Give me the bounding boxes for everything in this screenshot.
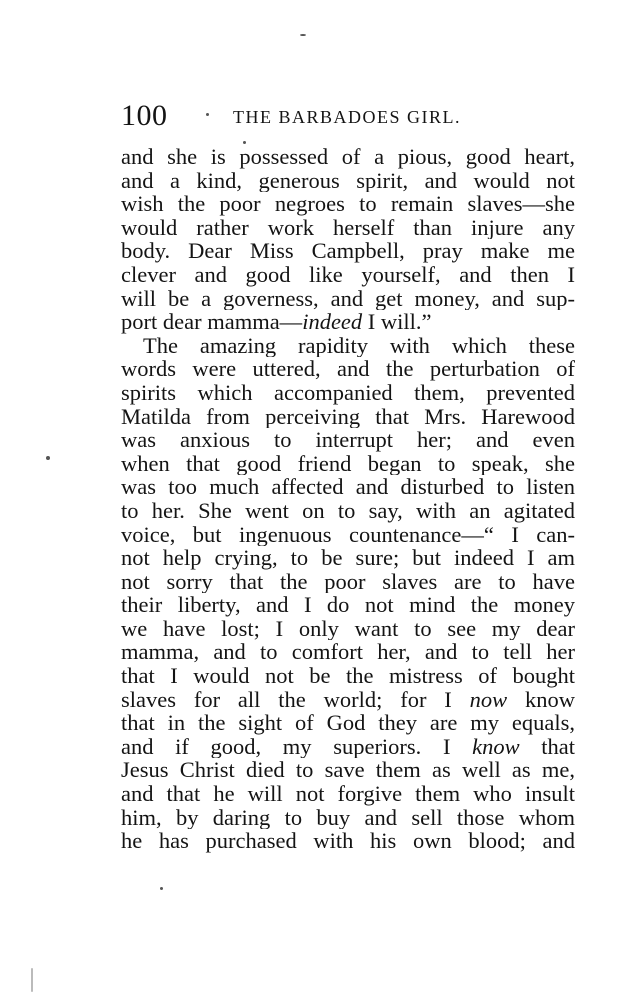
text-run: know — [507, 687, 575, 712]
italic-word: know — [472, 734, 520, 759]
text-line: and that he will not forgive them who insult — [121, 782, 575, 806]
text-line: wish the poor negroes to remain slaves—she — [121, 192, 575, 216]
italic-word: indeed — [302, 310, 363, 334]
text-line: that I would not be the mistress of bought — [121, 664, 575, 688]
page-number: 100 — [121, 99, 168, 132]
text-line: voice, but ingenuous countenance—“ I can- — [121, 522, 575, 547]
text-line — [121, 735, 575, 759]
text-run: I will.” — [362, 310, 432, 334]
text-line: and she is possessed of a pious, good heart, — [121, 145, 575, 169]
text-line: will be a governess, and get money, and sup- — [121, 286, 575, 311]
running-title: THE BARBADOES GIRL. — [233, 107, 462, 127]
text-line: we have lost; I only want to see my dear — [121, 616, 575, 641]
text-line: their liberty, and I do not mind the money — [121, 593, 575, 617]
text-line: Matilda from perceiving that Mrs. Harewood — [121, 404, 575, 429]
text-run: that — [519, 734, 575, 759]
text-run: and if good, my superiors. I — [121, 734, 473, 759]
ink-speck — [160, 887, 163, 890]
text-line: and a kind, generous spirit, and would not — [121, 168, 575, 193]
page-header — [121, 98, 581, 134]
text-line — [121, 688, 575, 712]
text-line: spirits which accompanied them, prevented — [121, 380, 575, 405]
text-run: port dear mamma— — [121, 310, 303, 334]
text-line: words were uttered, and the perturbation of — [121, 357, 575, 381]
text-line: not help crying, to be sure; but indeed I am — [121, 546, 575, 570]
ink-speck — [31, 968, 33, 992]
text-line: would rather work herself than injure any — [121, 215, 575, 240]
text-line: mamma, and to comfort her, and to tell her — [121, 640, 575, 665]
text-line: Jesus Christ died to save them as well as me, — [121, 758, 575, 783]
italic-word: now — [469, 687, 508, 712]
text-line: to her. She went on to say, with an agitated — [121, 498, 575, 523]
ink-speck — [243, 141, 246, 144]
text-run: slaves for all the world; for I — [121, 687, 470, 712]
body-text — [121, 145, 575, 853]
text-line: body. Dear Miss Campbell, pray make me — [121, 239, 575, 263]
text-line: was too much affected and disturbed to listen — [121, 475, 575, 499]
text-line: clever and good like yourself, and then I — [121, 262, 575, 287]
text-line: was anxious to interrupt her; and even — [121, 428, 575, 452]
text-line: he has purchased with his own blood; and — [121, 829, 575, 853]
paragraph — [121, 145, 575, 334]
paragraph — [121, 334, 575, 853]
text-line — [121, 310, 575, 334]
text-line: that in the sight of God they are my equals, — [121, 711, 575, 735]
ink-speck — [300, 34, 306, 36]
text-line: The amazing rapidity with which these — [143, 333, 575, 358]
text-line: not sorry that the poor slaves are to have — [121, 569, 575, 594]
ink-speck — [46, 456, 50, 460]
text-line: him, by daring to buy and sell those whom — [121, 805, 575, 830]
text-line: when that good friend began to speak, she — [121, 451, 575, 476]
